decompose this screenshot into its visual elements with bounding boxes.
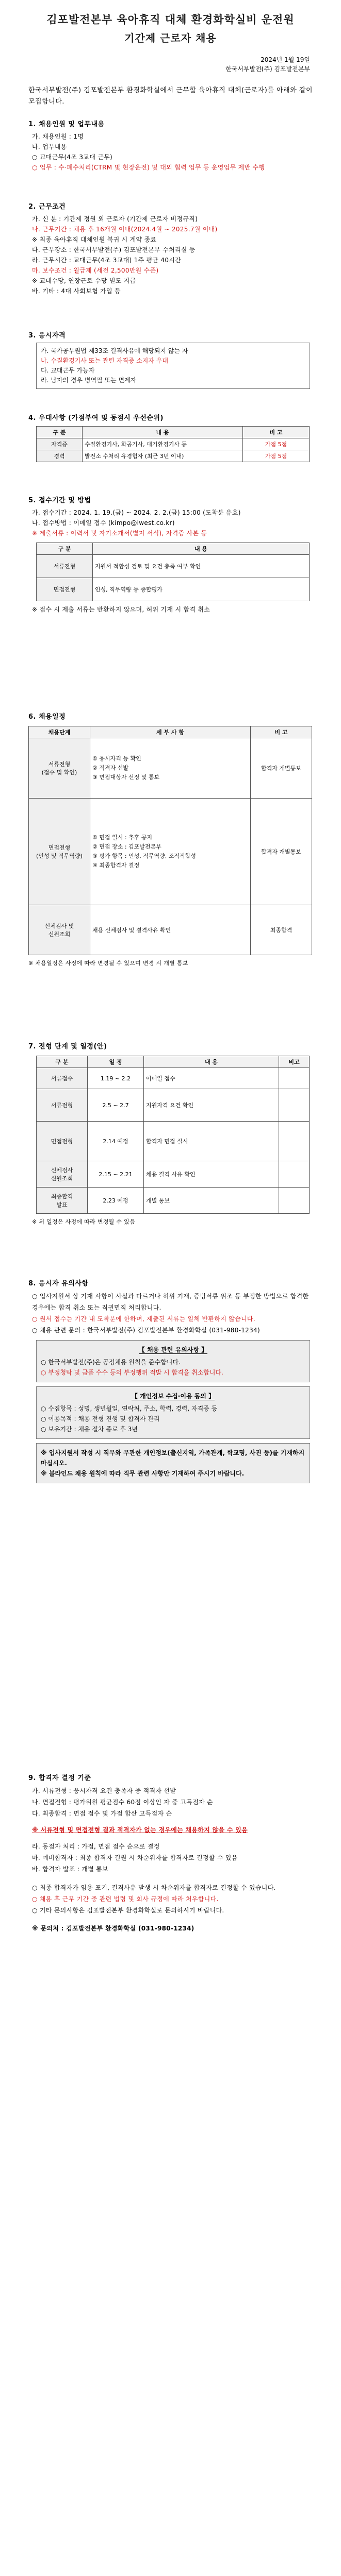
table-cell xyxy=(279,1161,310,1188)
table-cell: 경력 xyxy=(37,450,83,462)
section-note: ※ 접수 시 제출 서류는 반환하지 않으며, 허위 기재 시 합격 취소 xyxy=(32,606,210,613)
box-line: ○ 이용목적 : 채용 전형 진행 및 합격자 관리 xyxy=(41,1415,160,1422)
table-row xyxy=(29,905,312,955)
table-cell: ① 면접 일시 : 추후 공지 ② 면접 장소 : 김포발전본부 ③ 평가 항목 : 인성, 직무역량, 조직적합성 ④ 최종합격자 결정 xyxy=(90,799,251,905)
section-body xyxy=(32,131,313,173)
table-cell: 2.5 ~ 2.7 xyxy=(88,1089,144,1122)
section-body xyxy=(32,507,313,538)
section-heading: 3. 응시자격 xyxy=(28,332,66,340)
body-line: ○ 입사지원서 상 기재 사항이 사실과 다르거나 허위 기재, 증빙서류 위조 등 부정한 방법으로 합격한 경우에는 합격 취소 또는 직권면직 처리합니다. xyxy=(32,1293,309,1311)
table-cell: 이메일 접수 xyxy=(144,1068,279,1089)
table-cell: 수질환경기사, 화공기사, 대기환경기사 등 xyxy=(83,438,243,450)
table-cell: 신체검사 및 신원조회 xyxy=(29,905,90,955)
body-line: ※ 교대수당, 연장근로 수당 별도 지급 xyxy=(32,277,136,284)
section-heading: 4. 우대사항 (가점부여 및 동점시 우선순위) xyxy=(28,414,164,422)
section-notices xyxy=(0,1278,341,1483)
table-row xyxy=(37,555,310,578)
column-header: 비 고 xyxy=(251,726,312,738)
screening-table xyxy=(36,543,310,601)
body-line xyxy=(32,518,313,528)
body-line: 라. 동점자 처리 : 가점, 면접 점수 순으로 결정 xyxy=(32,1843,160,1850)
column-header: 구 분 xyxy=(37,543,93,555)
notice-box-privacy xyxy=(36,1386,310,1439)
column-header: 내 용 xyxy=(93,543,310,555)
column-header: 세 부 사 항 xyxy=(90,726,251,738)
body-line: 라. 남자의 경우 병역필 또는 면제자 xyxy=(41,377,137,384)
table-cell: 최종합격 xyxy=(251,905,312,955)
preference-table xyxy=(36,426,310,462)
column-header: 내 용 xyxy=(144,1056,279,1068)
section-body xyxy=(32,1882,313,1916)
column-header: 구 분 xyxy=(37,1056,88,1068)
table-cell: 개별 통보 xyxy=(144,1188,279,1214)
section-conditions xyxy=(0,201,341,296)
body-line: 나. 근무기간 : 채용 후 16개월 이내(2024.4월 ~ 2025.7월 이내) xyxy=(32,226,218,233)
box-line: ○ 수집항목 : 성명, 생년월일, 연락처, 주소, 학력, 경력, 자격증 등 xyxy=(41,1405,218,1412)
body-line: 가. 신 분 : 기간제 정원 외 근로자 (기간제 근로자 비정규직) xyxy=(32,215,198,223)
section-stages xyxy=(0,1041,341,1227)
body-line: 다. 근무장소 : 한국서부발전(주) 김포발전본부 수처리실 등 xyxy=(32,246,196,253)
table-cell xyxy=(279,1188,310,1214)
page-title-line1: 김포발전본부 육아휴직 대체 환경화학실비 운전원 xyxy=(46,13,295,26)
section-note: ※ 위 일정은 사정에 따라 변경될 수 있음 xyxy=(32,1218,135,1225)
body-line: 다. 최종합격 : 면접 점수 및 가점 합산 고득점자 순 xyxy=(32,1810,172,1817)
table-row xyxy=(37,1161,310,1188)
table-cell: 신체검사 신원조회 xyxy=(37,1161,88,1188)
table-cell xyxy=(279,1068,310,1089)
section-body xyxy=(32,1785,313,1819)
body-line: ○ 원서 접수는 기간 내 도착분에 한하며, 제출된 서류는 일체 반환하지 않습니다. xyxy=(32,1315,255,1323)
section-schedule xyxy=(0,711,341,969)
table-cell: 서류전형 (접수 및 확인) xyxy=(29,738,90,799)
section-heading: 2. 근무조건 xyxy=(28,203,66,211)
body-line: ○ 채용 관련 문의 : 한국서부발전(주) 김포발전본부 환경화학실 (031-980-1234) xyxy=(32,1327,260,1334)
box-title xyxy=(41,1345,305,1355)
table-row xyxy=(37,578,310,601)
table-header-row xyxy=(37,1056,310,1068)
section-note: ※ 채용일정은 사정에 따라 변경될 수 있으며 변경 시 개별 통보 xyxy=(28,960,188,967)
section-heading: 1. 채용인원 및 업무내용 xyxy=(28,121,105,128)
table-cell: 채용 신체검사 및 결격사유 확인 xyxy=(90,905,251,955)
table-cell: 발전소 수처리 유경험자 (최근 3년 이내) xyxy=(83,450,243,462)
table-cell: 합격자 개별통보 xyxy=(251,799,312,905)
body-line: 가. 접수기간 : 2024. 1. 19.(금) ~ 2024. 2. 2.(금) 15:00 (도착분 유효) xyxy=(32,509,241,516)
table-cell: 2.14 예정 xyxy=(88,1122,144,1161)
table-cell: 서류전형 xyxy=(37,555,93,578)
body-line: ○ 채용 후 근무 기간 중 관련 법령 및 회사 규정에 따라 처우합니다. xyxy=(32,1895,219,1903)
table-row xyxy=(37,1068,310,1089)
body-line: ○ 업무 : 수·폐수처리(CTRM 및 현장운전) 및 대외 협력 업무 등 운영업무 제반 수행 xyxy=(32,164,265,171)
table-cell: 가점 5점 xyxy=(243,438,310,450)
section-heading: 7. 전형 단계 및 일정(안) xyxy=(28,1043,107,1050)
qualification-box xyxy=(36,343,310,389)
section-selection xyxy=(0,1772,341,1934)
body-line: 라. 근무시간 : 교대근무(4조 3교대) 1주 평균 40시간 xyxy=(32,257,182,264)
body-line: 마. 보수조건 : 월급제 (세전 2,500만원 수준) xyxy=(32,267,159,274)
section-body xyxy=(32,1291,313,1336)
body-line: 가. 서류전형 : 응시자격 요건 충족자 중 적격자 선발 xyxy=(32,1787,176,1794)
table-cell: 서류전형 xyxy=(37,1089,88,1122)
body-line: 바. 기타 : 4대 사회보험 가입 등 xyxy=(32,287,121,295)
body-line: ※ 제출서류 : 이력서 및 자기소개서(별지 서식), 자격증 사본 등 xyxy=(32,530,207,537)
table-row xyxy=(29,799,312,905)
box-title xyxy=(41,1391,305,1401)
body-line: 다. 교대근무 가능자 xyxy=(41,367,95,374)
table-row xyxy=(37,1188,310,1214)
table-row xyxy=(37,438,310,450)
table-cell: 최종합격 발표 xyxy=(37,1188,88,1214)
intro-paragraph: 한국서부발전(주) 김포발전본부 환경화학실에서 근무할 육아휴직 대체(근로자)를 아래와 같이 모집합니다. xyxy=(28,87,313,106)
notice-box-fair-hiring xyxy=(36,1340,310,1382)
section-body xyxy=(32,214,313,296)
section-preferences xyxy=(0,412,341,462)
column-header: 비 고 xyxy=(243,427,310,438)
column-header: 비고 xyxy=(279,1056,310,1068)
table-row xyxy=(37,450,310,462)
body-line: ○ 기타 문의사항은 김포발전본부 환경화학실로 문의하시기 바랍니다. xyxy=(32,1907,224,1914)
table-cell: 면접전형 xyxy=(37,578,93,601)
contact-line: ※ 문의처 : 김포발전본부 환경화학실 (031-980-1234) xyxy=(32,1925,194,1932)
column-header: 내 용 xyxy=(83,427,243,438)
box-line: ○ 보유기간 : 채용 절차 종료 후 3년 xyxy=(41,1426,138,1433)
body-line: 마. 예비합격자 : 최종 합격자 결원 시 차순위자를 합격자로 결정할 수 있음 xyxy=(32,1854,238,1861)
table-cell: 면접전형 (인성 및 직무역량) xyxy=(29,799,90,905)
table-cell: 가점 5점 xyxy=(243,450,310,462)
table-cell: 서류접수 xyxy=(37,1068,88,1089)
column-header: 구 분 xyxy=(37,427,83,438)
table-header-row xyxy=(29,726,312,738)
table-cell: 2.23 예정 xyxy=(88,1188,144,1214)
section-body xyxy=(32,1841,313,1875)
table-cell: 면접전형 xyxy=(37,1122,88,1161)
notice-box-blind xyxy=(36,1443,310,1483)
organization-name: 한국서부발전(주) 김포발전본부 xyxy=(225,65,310,73)
date-block xyxy=(0,55,310,74)
header xyxy=(0,0,341,108)
table-cell: 1.19 ~ 2.2 xyxy=(88,1068,144,1089)
box-line: ○ 한국서부발전(주)은 공정채용 원칙을 준수합니다. xyxy=(41,1359,181,1366)
body-line: 나. 업무내용 xyxy=(32,143,67,150)
body-line: ※ 최종 육아휴직 대체인원 복귀 시 계약 종료 xyxy=(32,236,157,243)
table-cell: 합격자 면접 실시 xyxy=(144,1122,279,1161)
announcement-date: 2024년 1월 19일 xyxy=(261,56,310,63)
box-line: ※ 입사지원서 작성 시 직무와 무관한 개인정보(출신지역, 가족관계, 학교명, 사진 등)를 기재하지 마십시오. xyxy=(41,1449,305,1467)
body-line: 나. 면접전형 : 평가위원 평균점수 60점 이상인 자 중 고득점자 순 xyxy=(32,1799,213,1806)
table-row xyxy=(37,1122,310,1161)
table-cell: 합격자 개별통보 xyxy=(251,738,312,799)
body-line: 가. 채용인원 : 1명 xyxy=(32,133,84,140)
page-title-line2: 기간제 근로자 채용 xyxy=(124,32,217,44)
table-row xyxy=(29,738,312,799)
body-line: ○ 교대근무(4조 3교대 근무) xyxy=(32,154,112,161)
table-header-row xyxy=(37,427,310,438)
box-line: ※ 블라인드 채용 원칙에 따라 직무 관련 사항만 기재하여 주시기 바랍니다. xyxy=(41,1470,245,1477)
table-row xyxy=(37,1089,310,1122)
body-line: ○ 최종 합격자가 임용 포기, 결격사유 발생 시 차순위자를 합격자로 결정할 수 있습니다. xyxy=(32,1884,276,1891)
highlight-note: ※ 서류전형 및 면접전형 결과 적격자가 없는 경우에는 채용하지 않을 수 있음 xyxy=(32,1826,248,1834)
box-line: ○ 부정청탁 및 금품 수수 등의 부정행위 적발 시 합격을 취소합니다. xyxy=(41,1369,223,1376)
section-heading: 6. 채용일정 xyxy=(28,713,66,721)
table-cell: 2.15 ~ 2.21 xyxy=(88,1161,144,1188)
section-heading: 8. 응시자 유의사항 xyxy=(28,1280,89,1287)
table-cell: 지원자격 요건 확인 xyxy=(144,1089,279,1122)
body-line: 나. 수질환경기사 또는 관련 자격증 소지자 우대 xyxy=(41,357,168,364)
table-cell xyxy=(279,1122,310,1161)
table-cell: 지원서 적합성 검토 및 요건 충족 여부 확인 xyxy=(93,555,310,578)
column-header: 채용단계 xyxy=(29,726,90,738)
body-line: 바. 합격자 발표 : 개별 통보 xyxy=(32,1866,108,1873)
box-title-text: 【 채용 관련 유의사항 】 xyxy=(138,1346,208,1353)
column-header: 일 정 xyxy=(88,1056,144,1068)
schedule-table xyxy=(28,726,312,955)
section-heading: 5. 접수기간 및 방법 xyxy=(28,497,91,504)
stages-table xyxy=(36,1056,310,1214)
table-cell: ① 응시자격 등 확인 ② 적격자 선발 ③ 면접대상자 선정 및 통보 xyxy=(90,738,251,799)
box-title-text: 【 개인정보 수집·이용 동의 】 xyxy=(131,1393,215,1400)
body-line: 가. 국가공무원법 제33조 결격사유에 해당되지 않는 자 xyxy=(41,347,188,354)
section-recruitment xyxy=(0,118,341,173)
table-cell: 채용 결격 사유 확인 xyxy=(144,1161,279,1188)
section-heading: 9. 합격자 결정 기준 xyxy=(28,1774,91,1782)
table-cell: 인성, 직무역량 등 종합평가 xyxy=(93,578,310,601)
table-cell xyxy=(279,1089,310,1122)
table-header-row xyxy=(37,543,310,555)
section-application xyxy=(0,495,341,615)
table-cell: 자격증 xyxy=(37,438,83,450)
body-line-text: 나. 접수방법 : 이메일 접수 (kimpo@iwest.co.kr) xyxy=(32,519,175,527)
section-qualifications xyxy=(0,330,341,389)
